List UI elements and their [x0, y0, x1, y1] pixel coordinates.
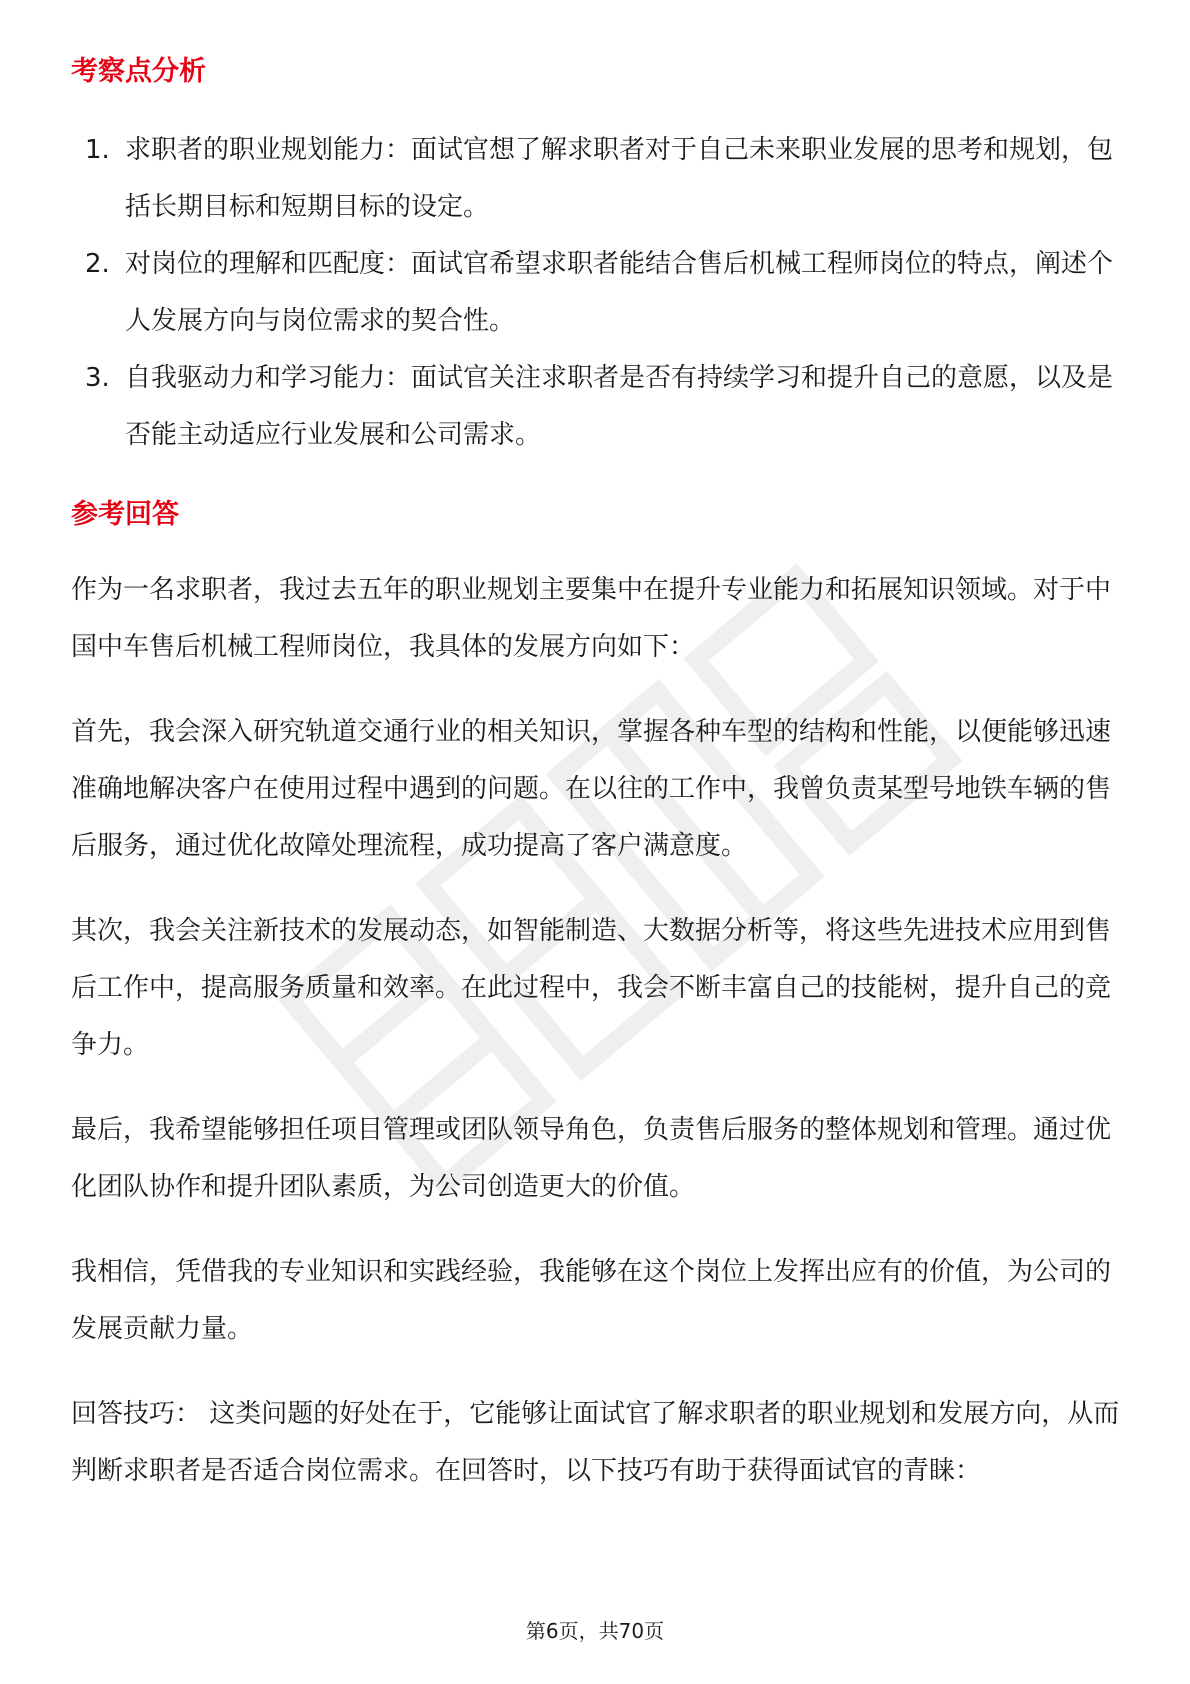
section-heading-answer: 参考回答	[71, 499, 179, 530]
answer-paragraph-last: 最后，我希望能够担任项目管理或团队领导角色，负责售后服务的整体规划和管理。通过优化团队协作和提升团队素质，为公司创造更大的价值。	[71, 1115, 1112, 1202]
list-item	[71, 122, 1121, 236]
analysis-list	[71, 122, 1121, 464]
list-item	[71, 236, 1121, 350]
answer-paragraph-conclusion: 我相信，凭借我的专业知识和实践经验，我能够在这个岗位上发挥出应有的价值，为公司的发展贡献力量。	[71, 1257, 1112, 1344]
answer-paragraph-first: 首先，我会深入研究轨道交通行业的相关知识，掌握各种车型的结构和性能，以便能够迅速准确地解决客户在使用过程中遇到的问题。在以往的工作中，我曾负责某型号地铁车辆的售后服务，通过优化故障处理流程，成功提高了客户满意度。	[71, 717, 1112, 861]
answer-paragraph-second: 其次，我会关注新技术的发展动态，如智能制造、大数据分析等，将这些先进技术应用到售后工作中，提高服务质量和效率。在此过程中，我会不断丰富自己的技能树，提升自己的竞争力。	[71, 916, 1112, 1060]
list-number: 2.	[85, 249, 110, 279]
list-item	[71, 350, 1121, 464]
list-number: 1.	[85, 135, 110, 165]
answer-tips-paragraph: 回答技巧： 这类问题的好处在于，它能够让面试官了解求职者的职业规划和发展方向，从而判断求职者是否适合岗位需求。在回答时，以下技巧有助于获得面试官的青睐：	[71, 1399, 1120, 1486]
section-heading-analysis: 考察点分析	[71, 56, 206, 87]
list-item-text: 自我驱动力和学习能力：面试官关注求职者是否有持续学习和提升自己的意愿，以及是否能主动适应行业发展和公司需求。	[125, 363, 1114, 450]
answer-paragraph-intro: 作为一名求职者，我过去五年的职业规划主要集中在提升专业能力和拓展知识领域。对于中国中车售后机械工程师岗位，我具体的发展方向如下：	[71, 575, 1112, 662]
list-number: 3.	[85, 363, 110, 393]
page-number-footer: 第6页，共70页	[525, 1619, 665, 1643]
list-item-text: 对岗位的理解和匹配度：面试官希望求职者能结合售后机械工程师岗位的特点，阐述个人发展方向与岗位需求的契合性。	[125, 249, 1114, 336]
list-item-text: 求职者的职业规划能力：面试官想了解求职者对于自己未来职业发展的思考和规划，包括长期目标和短期目标的设定。	[125, 135, 1114, 222]
